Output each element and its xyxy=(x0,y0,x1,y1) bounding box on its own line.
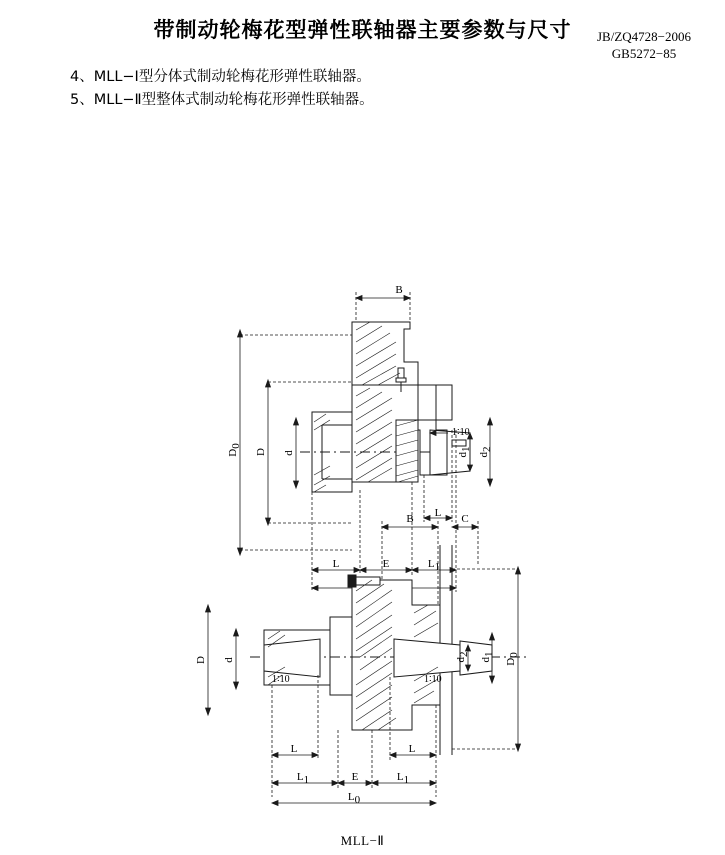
standard-codes xyxy=(597,28,691,62)
dim-label-B: B xyxy=(395,284,403,296)
dim-label-L1-left-2: L1 xyxy=(296,771,310,786)
dim-label-E: E xyxy=(382,558,390,570)
dim-label-L0-2: L0 xyxy=(347,791,361,806)
dim-label-L-left: L xyxy=(332,558,340,570)
taper-label-1-10: 1∶10 xyxy=(452,427,470,438)
dim-label-B-2: B xyxy=(406,513,414,525)
dim-label-L-right: L xyxy=(434,507,442,519)
dim-label-C-2: C xyxy=(461,513,469,525)
taper-label-left-1-10: 1∶10 xyxy=(272,674,290,685)
dim-label-d2: d2 xyxy=(478,446,493,458)
page-title: 带制动轮梅花型弹性联轴器主要参数与尺寸 xyxy=(153,18,572,42)
figure-caption-mll-2: MLL−Ⅱ xyxy=(340,833,385,848)
dim-label-L1-right-2: L1 xyxy=(396,771,410,786)
dim-label-D0: D0 xyxy=(227,443,242,457)
notes-list xyxy=(70,66,374,112)
note-item-5: 5、MLL−Ⅱ型整体式制动轮梅花形弹性联轴器。 xyxy=(70,92,374,108)
dim-label-L-left-2: L xyxy=(290,743,298,755)
dim-label-d-2: d xyxy=(223,657,235,663)
dim-label-D-2: D xyxy=(195,656,207,664)
dim-label-E-2: E xyxy=(351,771,359,783)
note-item-4: 4、MLL−Ⅰ型分体式制动轮梅花形弹性联轴器。 xyxy=(70,69,371,85)
dim-label-L1: L1 xyxy=(427,558,441,573)
standard-code-line1: JB/ZQ4728−2006 xyxy=(596,29,691,44)
dim-label-d: d xyxy=(283,450,295,456)
dim-label-d2-2: d2 xyxy=(455,651,470,663)
dim-label-d1: d1 xyxy=(457,446,472,458)
dim-label-d1-2: d1 xyxy=(480,651,495,663)
figure-mll-2-drawing xyxy=(0,505,725,845)
dim-label-D0-2: D0 xyxy=(505,652,520,666)
standard-code-line2: GB5272−85 xyxy=(611,46,677,61)
dim-label-L-right-2: L xyxy=(408,743,416,755)
taper-label-right-1-10: 1∶10 xyxy=(424,674,442,685)
dim-label-D: D xyxy=(255,448,267,456)
